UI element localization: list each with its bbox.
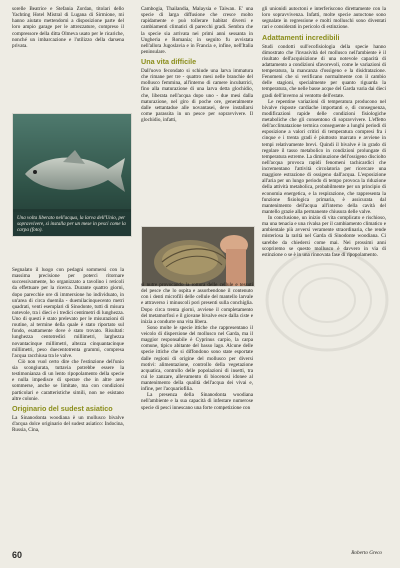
column-3: [262, 6, 386, 258]
paragraph: In conclusione, un inizio di vita complicato e rischioso, ma una tenacia e una rivalsa per il cambiamento climatico e ambientale più avversi veramente straordinaria, che rende misteriosa la rarità nel Garda di Sinodonte woodiana. Ci sarebbe da chiedersi come mai. Nei prossimi anni scopriremo se questo mollusco è davvero in via di estinzione o se è in una rinnovata fase di ripopolamento.: [262, 215, 386, 258]
paragraph: Le repentine variazioni di temperatura producono nel bivalve risposte cardiache importanti e, di conseguenza, modificazioni rapide delle condizioni fisiologiche metaboliche che gli consentono di sopravvivere. L'effetto dell'acclimatazione termica conseguente a lunghi periodi di esposizione a valori critici di temperatura compresi fra i cinque e i trenta gradi è piuttosto marcato e avviene in tempi relativamente brevi. Quindi il bivalve è in grado di regolare il tasso metabolico in condizioni prolungate di temperatura estreme. La diminuzione dell'ossigeno disciolto nell'acqua provoca rapidi fenomeni tachicardici che incrementano l'attività circolatoria per ricercare una maggiore estrazione di ossigeno dall'acqua. L'esposizione all'aria per un lungo periodo di tempo provoca la riduzione della attività metabolica, probabilmente per un principio di economia energetica, e la respirazione, che rappresenta la funzione fisiologica primaria, è assicurata dal mantenimento dell'acqua all'interno della cavità del mantello grazie alla permanente chiusura delle valve.: [262, 98, 386, 215]
paragraph: sorelle Beatrice e Stefania Zordan, titolari dello Yachting Hotel Mistral di Lugana di Sirmione, mi hanno aiutato mettendomi a disposizione parte del loro ampio garage per le attrezzature, compreso il compressore della ditta Olmeva usato per le ricariche, nonché un imbarcazione e l'utilizzo della darsena privata.: [12, 6, 124, 49]
paragraph: si nutre provocando la rottura delle cellule e tessuti del pesce che lo ospita e assorbendone il contenuto con i denti microfili delle cellule del mantello larvale e attraverso i minuscoli pori presenti sulla conchiglia. Dopo circa trenta giorni, avviene il completamento del metamorfosi e il giovane bivalve esce dalla ciste e inizia a condurre una vita libera.: [141, 282, 253, 325]
paragraph: La presenza della Sinanodonta woodiana nell'ambiente e la sua capacità di infestare numerose specie di pesci innescano una forte competizione con: [141, 392, 253, 411]
paragraph: Ciò non vuol certo dire che l'estinzione dell'unio sia scongiurata, tuttavia potrebbe essere la testimonianza di un lento ripopolamento della specie e nulla impedisce di sperare che in altre aree sommerse, anche se limitate, ma con condizioni particolari e caratteristiche simili, non ne esistano altre colonie.: [12, 358, 124, 402]
column-1-top: [12, 6, 124, 49]
paragraph: Dall'uovo fecondato si schiude una larva immatura che rimane per tre - quattro mesi nelle branchie del mollusco femmina, all'interno di camere incubatrici, fino alla maturazione di una larva detta glochidio, che, liberata nell'acqua dopo uno - due mesi dalla maturazione, nel giro di poche ore, generalmente dalle settantadue alle novantasei, deve installarsi come parassita in un pesce per sopravvivere. Il glochidio, infatti,: [141, 68, 253, 123]
column-2-top: [141, 6, 253, 123]
paragraph: Sono molte le specie ittiche che rappresentano il veicolo di dispersione del mollusco nel Garda, ma il maggior responsabile è Cyprinus carpio, la carpa comune, tipico abitante del basso lago. Alcune delle specie ittiche che si diffondono sono state esportate dalle regioni di origine del mollusco per diversi motivi: alimentazione, controllo della vegetazione acquatica, controllo delle popolazioni di insetti, tra cui le zanzare, allevamento di biocenosi idonee al mantenimento della qualità dell'acqua dei vivai e, infine, per l'acquariofilia.: [141, 324, 253, 393]
paragraph: Cambogia, Thailandia, Malaysia e Taiwan. E' una specie di larga diffusione che cresce molto rapidamente e può tollerare habitat diversi e cambiamenti climatici di parecchi gradi. Sembra che la specie sia arrivata nei primi anni sessanta in Ungheria e Romania; in seguito fu avvistata nell'allora Jugoslavia e in Francia e, infine, nell'Italia peninsulare.: [141, 6, 253, 55]
column-1-bottom: [12, 267, 124, 433]
section-heading-adaptations: Adattamenti incredibili: [262, 32, 340, 42]
shell-watermark-icon: [262, 240, 392, 360]
section-heading-life: Una vita difficile: [141, 57, 197, 66]
author-signature: Roberto Greco: [351, 550, 382, 556]
paragraph: La Sinanodonta woodiana è un mollusco bivalve d'acqua dolce originario del sudest asiatico: Indocina, Russia, Cina,: [12, 414, 124, 433]
paragraph: Segnalato il luogo con pedagni sommersi con la massima precisione per poterci ritornare successivamente, ho organizzato a tavolino i reticoli da effettuare per la ricerca. Durante quattro giorni, dopo parecchie ore di immersione ho individuato, in un'area di circa duemila - duemilacinquecento metri quadrati, venti esemplari di Sinodonte, tutti di misura notevole, tra i dieci e i tredici centimetri di lunghezza. Uno di questi è stato prelevato per le misurazioni di routine, al termine della quale è stato riportato sul fondo, esattamente dove è stato trovato. Risultati: lunghezza centotredici millimetri, larghezza novantacinque millimetri, altezza cinquantacinque millimetri, peso duecentotrenta grammi, compresa l'acqua racchiusa tra le valve.: [12, 267, 124, 359]
paragraph: gli unionidi autoctoni e interferiscono direttamente con la loro sopravvivenza. Infatti, molte specie autoctone sono segnalate in regressione e molti molluschi sono diventati rari e considerati in pericolo di estinzione.: [262, 6, 386, 31]
photo-caption: Una volta liberato nell'acqua, la larva dell'Unio, per sopravvivere, si installa per un mese in pesci come la carpa (foto).: [13, 212, 131, 236]
column-2-bottom: [141, 282, 253, 411]
paragraph: Studi condotti sull'ecofisiologia della specie hanno dimostrato che l'invasività del mollusco nell'ambiente è il risultato dell'acquisizione di una notevole capacità di adattamento a condizioni sfavorevoli, come le variazioni di temperatura, la mancanza d'ossigeno e la disidratazione. Fenomeni che si verificano normalmente con il cambio delle stagioni, specialmente per quanto riguarda la temperatura, che nelle basse acque del Garda varia dai dieci gradi dell'inverno ai ventotto dell'estate.: [262, 43, 386, 99]
mussel-image: [142, 227, 254, 286]
shell-photo: [141, 226, 255, 287]
fish-photo: [12, 113, 132, 237]
section-heading-origin: Originario del sudest asiatico: [12, 403, 113, 413]
page-number: 60: [12, 550, 23, 560]
